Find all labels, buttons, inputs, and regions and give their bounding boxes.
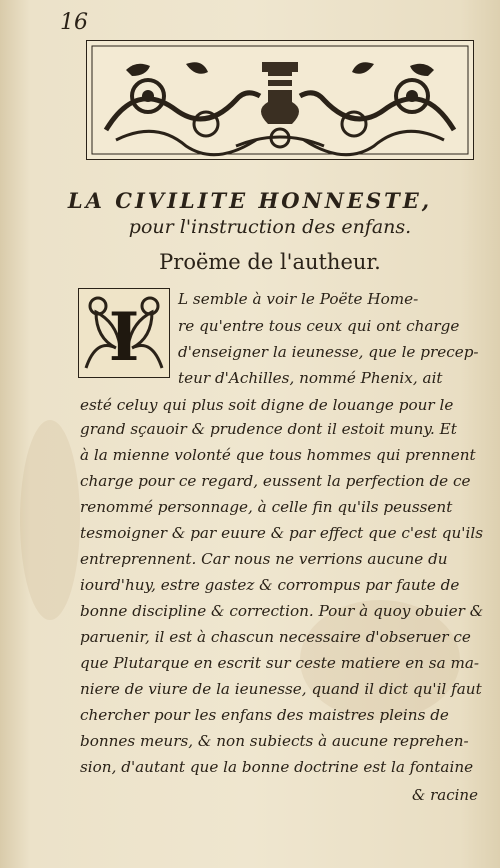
- text-line: charge pour ce regard, eussent la perfection de ce: [80, 472, 471, 490]
- text-line: bonnes meurs, & non subiects à aucune reprehen-: [80, 732, 469, 750]
- text-line: re qu'entre tous ceux qui ont charge: [178, 317, 460, 335]
- text-line: chercher pour les enfans des maistres pleins de: [80, 706, 449, 724]
- svg-text:I: I: [108, 298, 140, 376]
- text-line: iourd'huy, estre gastez & corrompus par faute de: [80, 576, 460, 594]
- text-line: paruenir, il est à chascun necessaire d'obseruer ce: [80, 628, 471, 646]
- text-line: grand sçauoir & prudence dont il estoit muny. Et: [80, 420, 457, 438]
- text-line: tesmoigner & par euure & par effect que c'est qu'ils: [80, 524, 483, 542]
- text-line: L semble à voir le Poëte Home-: [178, 290, 419, 308]
- ornamental-headpiece: [86, 40, 474, 160]
- section-heading: Proëme de l'autheur.: [159, 250, 381, 274]
- text-line: niere de viure de la ieunesse, quand il dict qu'il faut: [80, 680, 482, 698]
- text-line: bonne discipline & correction. Pour à quoy obuier &: [80, 602, 484, 620]
- text-line: esté celuy qui plus soit digne de louange pour le: [80, 396, 454, 414]
- text-line: sion, d'autant que la bonne doctrine est la fontaine: [80, 758, 474, 776]
- text-line: à la mienne volonté que tous hommes qui prennent: [80, 446, 476, 464]
- text-line: renommé personnage, à celle fin qu'ils peussent: [80, 498, 453, 516]
- text-line: d'enseigner la ieunesse, que le precep-: [178, 343, 479, 361]
- catchword: & racine: [412, 786, 478, 804]
- decorated-initial-letter: [78, 288, 170, 378]
- text-line: que Plutarque en escrit sur ceste matiere en sa ma-: [80, 654, 480, 672]
- text-line: teur d'Achilles, nommé Phenix, ait: [178, 369, 443, 387]
- book-title: LA CIVILITE HONNESTE,: [67, 188, 433, 213]
- text-line: entreprennent. Car nous ne verrions aucune du: [80, 550, 448, 568]
- book-subtitle: pour l'instruction des enfans.: [128, 216, 412, 238]
- page-number: 16: [60, 10, 88, 35]
- paper-stain: [20, 420, 80, 620]
